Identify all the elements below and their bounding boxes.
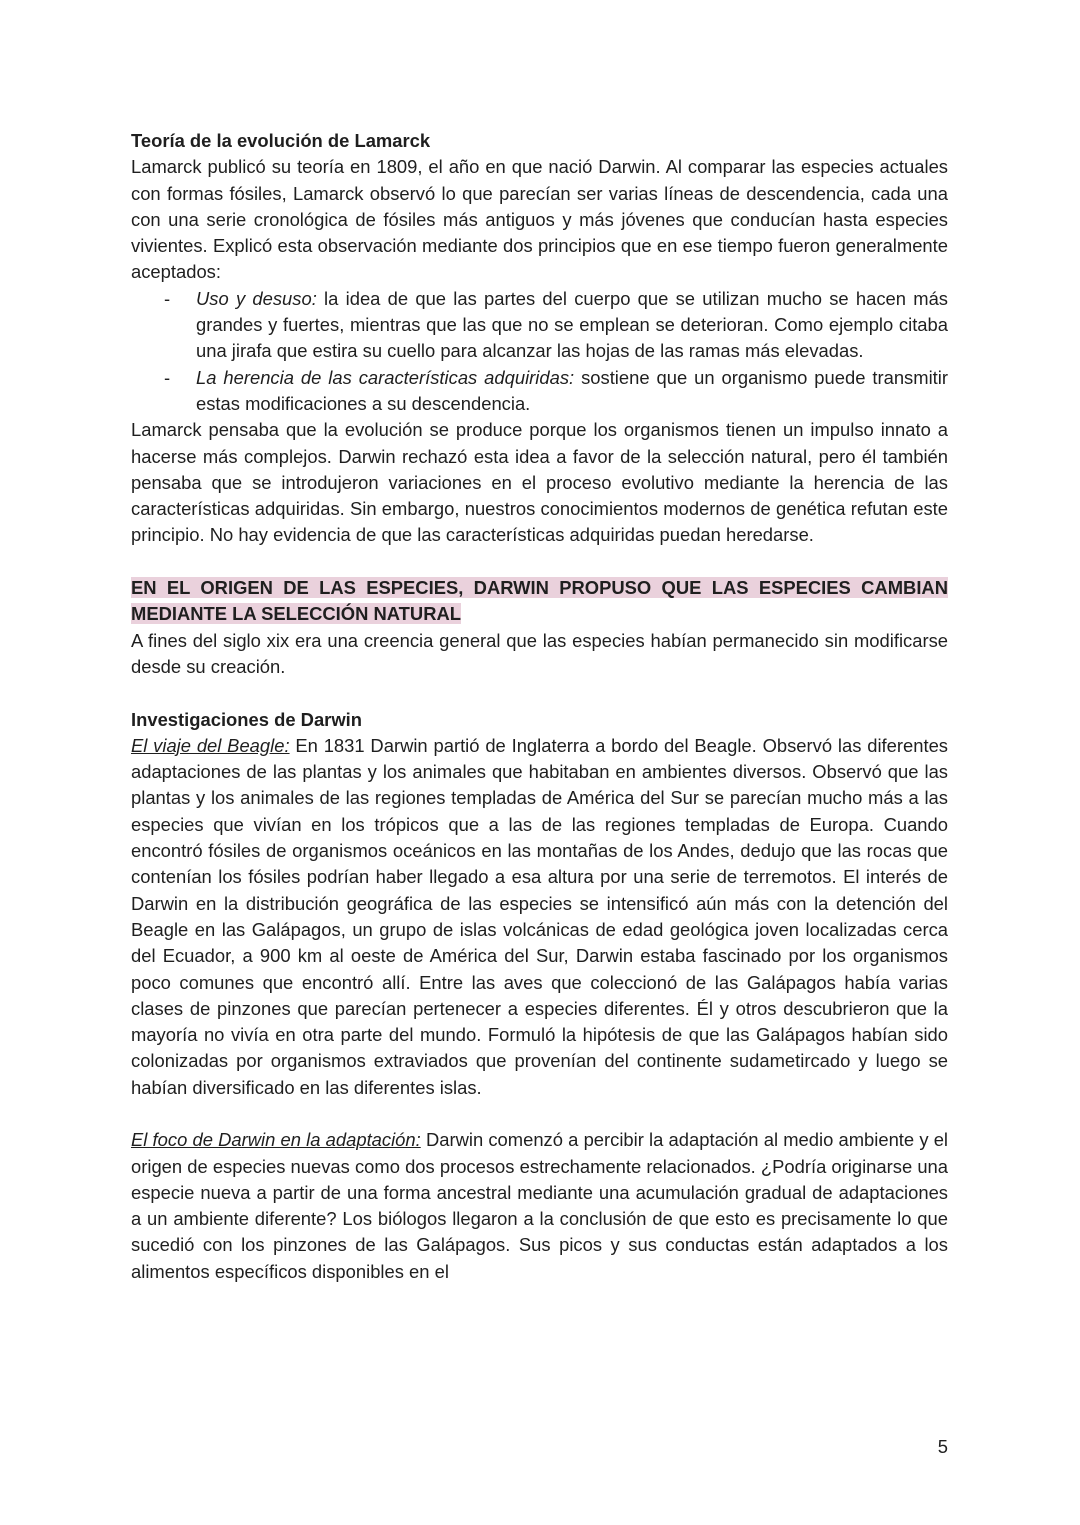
term-herencia: La herencia de las características adquiridas:	[196, 366, 575, 388]
term-uso-desuso: Uso y desuso:	[196, 287, 317, 309]
bullet-dash: -	[164, 287, 171, 309]
section-title-lamarck: Teoría de la evolución de Lamarck	[131, 130, 431, 151]
page-number: 5	[937, 1436, 948, 1457]
foco-text: Darwin comenzó a percibir la adaptación al medio ambiente y el origen de especies nuevas como dos procesos estrechamente relacionados. ¿Podría originarse una especie nueva a partir de una forma ancestral mediante una acumulación gradual de adaptaciones a un ambiente diferente? Los biólogos llegaron a la conclusión de que esto es precisamente lo que sucedió con los pinzones de las Galápagos. Sus picos y sus conductas están adaptados a los alimentos específicos disponibles en el	[131, 1129, 949, 1282]
origen-paragraph: A fines del siglo xix era una creencia general que las especies habían permanecido sin modificarse desde su creación.	[131, 629, 948, 677]
highlighted-heading-text: EN EL ORIGEN DE LAS ESPECIES, DARWIN PROPUSO QUE LAS ESPECIES CAMBIAN MEDIANTE LA SELECCIÓN NATURAL	[131, 577, 948, 625]
list-item-uso-desuso	[131, 286, 948, 365]
bullet-dash: -	[164, 366, 171, 388]
foco-paragraph	[131, 1127, 948, 1285]
lamarck-conclusion-paragraph: Lamarck pensaba que la evolución se produce porque los organismos tienen un impulso innato a hacerse más complejos. Darwin rechazó esta idea a favor de la selección natural, pero él también pensaba que se introdujeron variaciones en el proceso evolutivo mediante la herencia de las características adquiridas. Sin embargo, nuestros conocimientos modernos de genética refutan este principio. No hay evidencia de que las características adquiridas puedan heredarse.	[131, 419, 948, 546]
document-page	[131, 128, 948, 1285]
highlighted-heading-origen	[131, 575, 948, 628]
foco-label: El foco de Darwin en la adaptación:	[131, 1129, 421, 1151]
bullet-text: sostiene que un organismo puede transmitir estas modificaciones a su descendencia.	[196, 366, 948, 414]
paragraph-spacer	[131, 1101, 948, 1127]
lamarck-intro-paragraph: Lamarck publicó su teoría en 1809, el año en que nació Darwin. Al comparar las especies actuales con formas fósiles, Lamarck observó lo que parecían ser varias líneas de descendencia, cada una con una serie cronológica de fósiles más antiguos y más jóvenes que conducían hasta especies vivientes. Explicó esta observación mediante dos principios que en ese tiempo fueron generalmente aceptados:	[131, 156, 948, 283]
beagle-paragraph	[131, 733, 948, 1101]
section-title-investigaciones: Investigaciones de Darwin	[131, 708, 362, 730]
list-item-herencia	[131, 365, 948, 418]
paragraph-spacer	[131, 680, 948, 706]
beagle-text: En 1831 Darwin partió de Inglaterra a bordo del Beagle. Observó las diferentes adaptaciones de las plantas y los animales que habitaban en ambientes diversos. Observó que las plantas y los animales de las regiones templadas de América del Sur se parecían mucho más a las especies que vivían en los trópicos que a las de las regiones templadas de Europa. Cuando encontró fósiles de organismos oceánicos en las montañas de los Andes, dedujo que las rocas que contenían los fósiles podrían haber llegado a esa altura por una serie de terremotos. El interés de Darwin en la distribución geográfica de las especies se intensificó aún más con la detención del Beagle en las Galápagos, un grupo de islas volcánicas de edad geológica joven localizadas cerca del Ecuador, a 900 km al oeste de América del Sur, Darwin estaba fascinado por los organismos poco comunes que encontró allí. Entre las aves que coleccionó de las Galápagos había varias clases de pinzones que parecían pertenecer a especies diferentes. Él y otros descubrieron que la mayoría no vivía en otra parte del mundo. Formuló la hipótesis de que las Galápagos habían sido colonizadas por organismos extraviados que provenían del continente sudametircado y luego se habían diversificado en las diferentes islas.	[131, 734, 948, 1098]
bullet-text: la idea de que las partes del cuerpo que se utilizan mucho se hacen más grandes y fuertes, mientras que las que no se emplean se deterioran. Como ejemplo citaba una jirafa que estira su cuello para alcanzar las hojas de las ramas más elevadas.	[196, 287, 948, 362]
paragraph-spacer	[131, 549, 948, 575]
beagle-label: El viaje del Beagle:	[131, 734, 290, 756]
lamarck-principles-list	[131, 286, 948, 417]
